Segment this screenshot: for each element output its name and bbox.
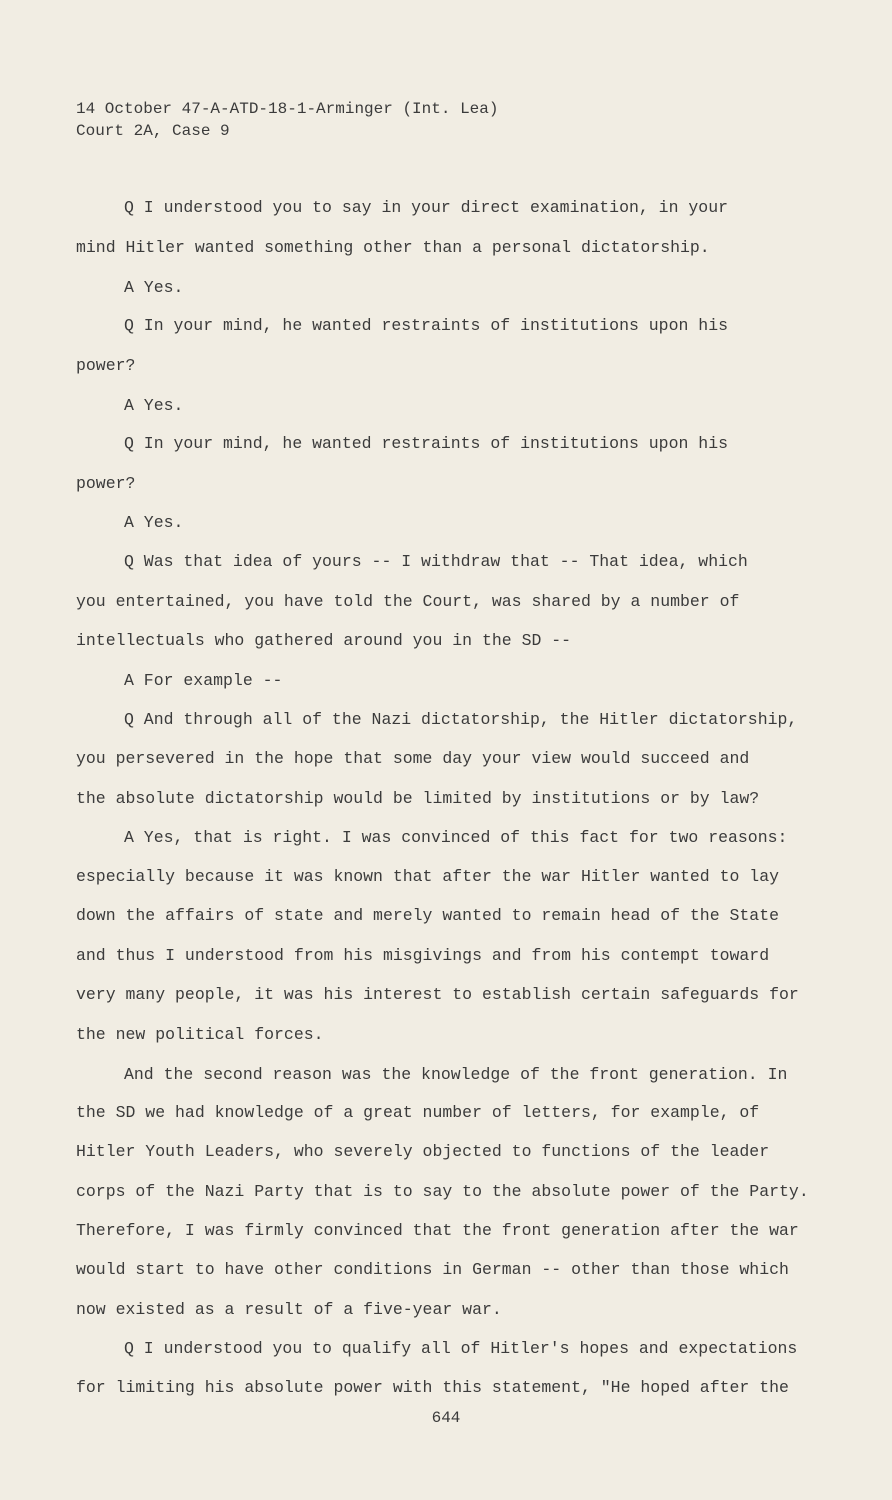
transcript-line: Hitler Youth Leaders, who severely objected to functions of the leader: [76, 1142, 770, 1161]
transcript-line: you entertained, you have told the Court, was shared by a number of: [76, 592, 740, 611]
transcript-line: the SD we had knowledge of a great number of letters, for example, of: [76, 1103, 760, 1122]
transcript-line: especially because it was known that after the war Hitler wanted to lay: [76, 867, 780, 886]
transcript-line: now existed as a result of a five-year war.: [76, 1300, 502, 1319]
transcript-line: Q Was that idea of yours -- I withdraw that -- That idea, which: [124, 552, 748, 571]
transcript-line: A For example --: [124, 671, 283, 690]
page-number: 644: [431, 1409, 461, 1427]
transcript-line: would start to have other conditions in German -- other than those which: [76, 1260, 789, 1279]
transcript-line: Q I understood you to qualify all of Hitler's hopes and expectations: [124, 1339, 798, 1358]
transcript-line: the new political forces.: [76, 1025, 324, 1044]
transcript-line: A Yes, that is right. I was convinced of this fact for two reasons:: [124, 828, 788, 847]
document-header: [76, 98, 498, 142]
transcript-line: Q In your mind, he wanted restraints of institutions upon his: [124, 316, 728, 335]
transcript-line: down the affairs of state and merely wanted to remain head of the State: [76, 906, 780, 925]
transcript-line: and thus I understood from his misgivings and from his contempt toward: [76, 946, 770, 965]
transcript-line: And the second reason was the knowledge of the front generation. In: [124, 1065, 788, 1084]
transcript-line: A Yes.: [124, 278, 184, 297]
transcript-line: corps of the Nazi Party that is to say to the absolute power of the Party.: [76, 1182, 809, 1201]
transcript-line: A Yes.: [124, 396, 184, 415]
transcript-line: Q In your mind, he wanted restraints of institutions upon his: [124, 434, 728, 453]
header-line-2: Court 2A, Case 9: [76, 122, 230, 140]
transcript-line: intellectuals who gathered around you in the SD --: [76, 631, 572, 650]
header-line-1: 14 October 47-A-ATD-18-1-Arminger (Int. Lea): [76, 100, 499, 118]
transcript-line: A Yes.: [124, 513, 184, 532]
transcript-line: you persevered in the hope that some day your view would succeed and: [76, 749, 750, 768]
transcript-line: very many people, it was his interest to establish certain safeguards for: [76, 985, 799, 1004]
transcript-line: Q And through all of the Nazi dictatorship, the Hitler dictatorship,: [124, 710, 798, 729]
transcript-line: power?: [76, 474, 136, 493]
transcript-line: mind Hitler wanted something other than a personal dictatorship.: [76, 238, 710, 257]
transcript-line: power?: [76, 356, 136, 375]
transcript-line: Q I understood you to say in your direct examination, in your: [124, 198, 728, 217]
transcript-line: Therefore, I was firmly convinced that the front generation after the war: [76, 1221, 799, 1240]
transcript-line: for limiting his absolute power with this statement, "He hoped after the: [76, 1378, 789, 1397]
transcript-line: the absolute dictatorship would be limited by institutions or by law?: [76, 789, 760, 808]
